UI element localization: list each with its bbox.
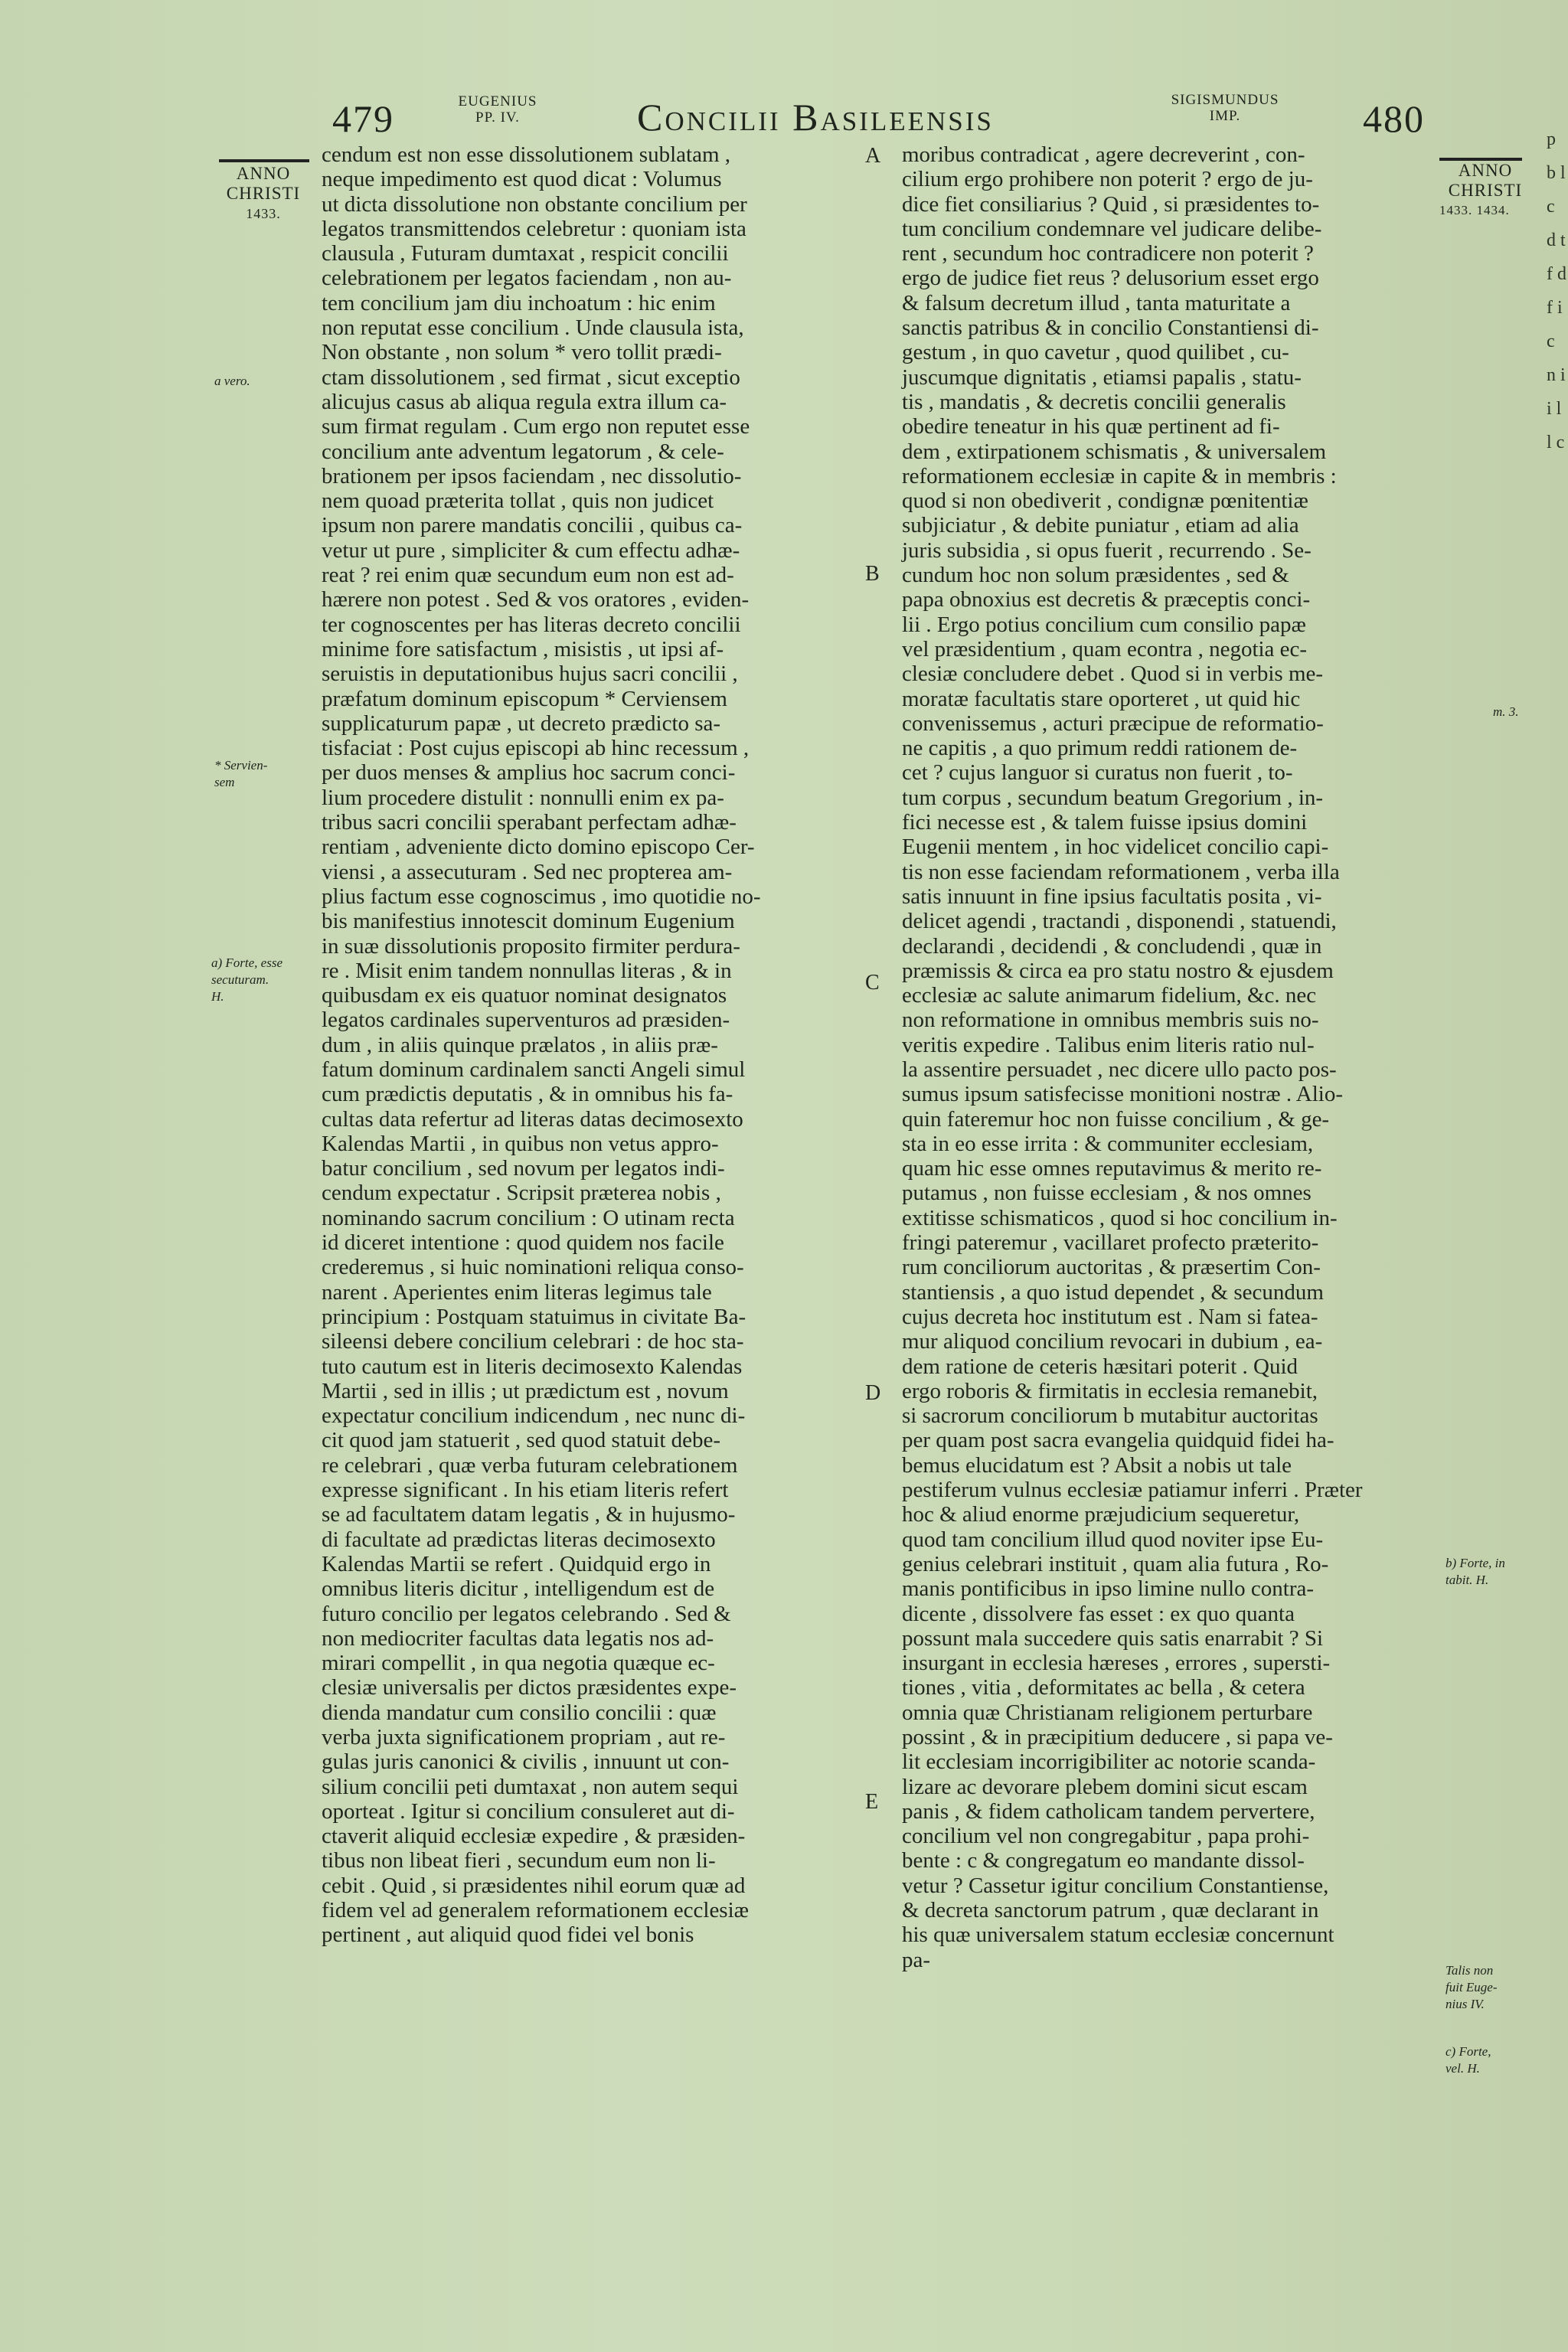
christi-label-right: CHRISTI (1448, 181, 1523, 200)
text-line: ut dicta dissolutione non obstante concilium per (322, 191, 747, 217)
text-line: & falsum decretum illud , tanta maturitate a (902, 290, 1291, 315)
text-line: sum firmat regulam . Cum ergo non reputet esse (322, 414, 750, 439)
text-line: omnia quæ Christianam religionem perturbare (902, 1700, 1313, 1725)
christi-label: CHRISTI (226, 184, 301, 203)
text-line: supplicaturum papæ , ut decreto prædicto sa- (322, 710, 721, 736)
text-line: plius factum esse cognoscimus , imo quotidie no- (322, 884, 761, 909)
text-line: clesiæ concludere debet . Quod si in verbis me- (902, 662, 1324, 687)
text-line: quod tam concilium illud quod noviter ipse Eu- (902, 1527, 1324, 1552)
text-line: rent , secundum hoc contradicere non poterit ? (902, 241, 1314, 266)
text-line: ter cognoscentes per has literas decreto concilii (322, 612, 741, 637)
text-line: genius celebrari instituit , quam alia futura , Ro- (902, 1551, 1329, 1576)
text-line: expresse significant . In his etiam literis refert (322, 1478, 729, 1503)
text-line: Kalendas Martii , in quibus non vetus appro- (322, 1131, 719, 1156)
text-line: quod si non obediverit , condignæ pœnitentiæ (902, 488, 1308, 514)
text-line: dem ratione de ceteris hæsitari poterit . Quid (902, 1354, 1298, 1379)
text-line: rum conciliorum auctoritas , & præsertim Con- (902, 1255, 1321, 1280)
margin-note-forte-c-cont: vel. H. (1446, 2061, 1480, 2076)
running-header (0, 86, 1568, 147)
text-line: Non obstante , non solum * vero tollit prædi- (322, 340, 722, 365)
anno-label-right: ANNO (1458, 161, 1513, 180)
right-text-column (902, 142, 1441, 1972)
margin-note-forte-h: H. (211, 989, 224, 1004)
text-line: tis , mandatis , & decretis concilii generalis (902, 389, 1286, 414)
text-line: Kalendas Martii se refert . Quidquid ergo in (322, 1551, 711, 1576)
section-marker-d: D (865, 1381, 881, 1405)
text-line: obedire teneatur in his quæ pertinent ad fi- (902, 414, 1280, 439)
text-line: papa obnoxius est decretis & præceptis conci- (902, 587, 1311, 612)
section-marker-c: C (865, 971, 880, 995)
text-line: viensi , a assecuturam . Sed nec propterea am- (322, 859, 733, 884)
anno-year-right-1: 1433. (1439, 203, 1473, 217)
text-line: bente : c & congregatum eo mandante dissol- (902, 1848, 1305, 1873)
text-line: legatos transmittendos celebretur : quoniam ista (322, 216, 746, 241)
margin-note-servien-cont: sem (214, 775, 235, 789)
text-line: cundum hoc non solum præsidentes , sed & (902, 563, 1289, 588)
text-line: Martii , sed in illis ; ut prædictum est , novum (322, 1378, 729, 1403)
section-marker-e: E (865, 1790, 879, 1814)
text-line: juscumque dignitatis , etiamsi papalis , statu- (902, 364, 1302, 390)
text-line: quam hic esse omnes reputavimus & merito re- (902, 1156, 1322, 1181)
text-line: stantiensis , a quo istud dependet , & secundum (902, 1279, 1324, 1305)
text-line: cum prædictis deputatis , & in omnibus his fa- (322, 1082, 733, 1107)
text-line: tis non esse faciendam reformationem , verba illa (902, 859, 1340, 884)
text-line: ergo roboris & firmitatis in ecclesia remanebit, (902, 1378, 1318, 1403)
text-line: panis , & fidem catholicam tandem pervertere, (902, 1798, 1315, 1824)
header-emperor-name: SIGISMUNDUS (1171, 92, 1279, 108)
text-line: tuto cautum est in literis decimosexto Kalendas (322, 1354, 743, 1379)
page-number-right: 480 (1363, 97, 1425, 140)
anno-christi-left (216, 164, 311, 224)
text-line: tisfaciat : Post cujus episcopi ab hinc recessum , (322, 736, 750, 761)
text-line: hærere non potest . Sed & vos oratores , eviden- (322, 587, 750, 612)
text-line: tribus sacri concilii sperabant perfectam adhæ- (322, 810, 737, 835)
text-line: clausula , Futuram dumtaxat , respicit concilii (322, 241, 729, 266)
margin-note-forte-b-cont: tabit. H. (1446, 1573, 1489, 1587)
text-line: omnibus literis dicitur , intelligendum est de (322, 1576, 715, 1602)
text-line: cendum expectatur . Scripsit præterea nobis , (322, 1181, 721, 1206)
text-line: sta in eo esse irrita : & communiter ecclesiam, (902, 1131, 1314, 1156)
text-line: & decreta sanctorum patrum , quæ declarant in (902, 1898, 1319, 1923)
margin-note-forte-b: b) Forte, in (1446, 1556, 1505, 1570)
text-line: tibus non libeat fieri , secundum eum non li- (322, 1848, 716, 1873)
text-line: moratæ facultatis stare oporteret , ut quid hic (902, 686, 1301, 711)
margin-note-talis-cont: fuit Euge- (1446, 1980, 1498, 1994)
text-line: ctaverit aliquid ecclesiæ expedire , & præsiden- (322, 1824, 746, 1849)
text-line: veritis expedire . Talibus enim literis ratio nul- (902, 1032, 1315, 1057)
page-title: Concilii Basileensis (637, 96, 994, 139)
text-line: convenissemus , acturi præcipue de reformatio- (902, 710, 1324, 736)
text-line: re celebrari , quæ verba futuram celebrationem (322, 1452, 738, 1478)
header-emperor-title: IMP. (1209, 108, 1241, 124)
margin-note-forte-c: c) Forte, (1446, 2044, 1491, 2059)
text-line: quin fateremur hoc non fuisse concilium , & ge- (902, 1106, 1330, 1132)
text-line: per duos menses & amplius hoc sacrum conci- (322, 760, 736, 786)
text-line: juris subsidia , si opus fuerit , recurrendo . Se- (902, 537, 1312, 563)
text-line: in suæ dissolutionis proposito firmiter perdura- (322, 933, 740, 959)
text-line: vetur ? Cassetur igitur concilium Constantiense, (902, 1873, 1329, 1898)
text-line: satis innuunt in fine ipsius facultatis posita , vi- (902, 884, 1322, 909)
next-page-edge: p b l c d t f d f i c n i i l l c (1547, 129, 1566, 452)
text-line: verba juxta significationem propriam , aut re- (322, 1725, 726, 1749)
text-line: neque impedimento est quod dicat : Volumus (322, 167, 722, 192)
text-line: declarandi , decidendi , & concludendi , quæ in (902, 933, 1322, 959)
text-line: insurgant in ecclesia hæreses , errores , supersti- (902, 1651, 1331, 1676)
text-line: cujus decreta hoc institutum est . Nam si fatea- (902, 1304, 1318, 1329)
text-line: cultas data refertur ad literas datas decimosexto (322, 1106, 743, 1132)
text-line: ipsum non parere mandatis concilii , quibus ca- (322, 513, 743, 538)
text-line: futuro concilio per legatos celebrando . Sed & (322, 1601, 731, 1626)
page-number-left: 479 (332, 97, 394, 140)
text-line: dum , in aliis quinque prælatos , in aliis præ- (322, 1032, 718, 1057)
margin-note-m3: m. 3. (1493, 704, 1519, 719)
text-line: vel præsidentium , quam econtra , negotia ec- (902, 636, 1308, 662)
text-line: id diceret intentione : quod quidem nos facile (322, 1230, 724, 1256)
text-line: tum concilium condemnare vel judicare delibe- (902, 216, 1322, 241)
text-line: lium procedere distulit : nonnulli enim ex pa- (322, 785, 724, 810)
section-marker-b: B (865, 562, 880, 586)
text-line: clesiæ universalis per dictos præsidentes expe- (322, 1675, 737, 1700)
text-line: reformationem ecclesiæ in capite & in membris : (902, 463, 1337, 488)
text-line: pertinent , aut aliquid quod fidei vel bonis (322, 1922, 694, 1948)
text-line: crederemus , si huic nominationi reliqua conso- (322, 1255, 744, 1280)
text-line: pa- (902, 1947, 931, 1972)
text-line: dienda mandatur cum consilio concilii : quæ (322, 1700, 717, 1725)
text-line: lit ecclesiam incorrigibiliter ac notorie scanda- (902, 1749, 1316, 1775)
text-line: his quæ universalem statum ecclesiæ concernunt (902, 1922, 1334, 1948)
text-line: delicet agendi , tractandi , disponendi , statuendi, (902, 909, 1337, 934)
text-line: possint , & in præcipitium deducere , si papa ve- (902, 1725, 1333, 1749)
text-line: præmissis & circa ea pro statu nostro & ejusdem (902, 958, 1334, 983)
text-line: dice fiet consiliarius ? Quid , si præsidentes to- (902, 191, 1320, 217)
text-line: narent . Aperientes enim literas legimus tale (322, 1279, 712, 1305)
text-line: cet ? cujus languor si curatus non fuerit , to- (902, 760, 1293, 786)
text-line: bis manifestius innotescit dominum Eugenium (322, 909, 735, 934)
text-line: cit quod jam statuerit , sed quod statuit debe- (322, 1428, 721, 1453)
text-line: legatos cardinales superventuros ad præsiden- (322, 1008, 730, 1033)
text-line: di facultate ad prædictas literas decimosexto (322, 1527, 716, 1552)
text-line: rentiam , adveniente dicto domino episcopo Cer- (322, 835, 755, 860)
text-line: moribus contradicat , agere decreverint , con- (902, 142, 1305, 167)
text-line: alicujus casus ab aliqua regula extra illum ca- (322, 389, 727, 414)
text-line: hoc & aliud enorme præjudicium sequeretur, (902, 1502, 1300, 1527)
text-line: non reputat esse concilium . Unde clausula ista, (322, 315, 744, 341)
text-line: sanctis patribus & in concilio Constantiensi di- (902, 315, 1319, 341)
text-line: quibusdam ex eis quatuor nominat designatos (322, 983, 727, 1008)
text-line: mur aliquod concilium revocari in dubium , ea- (902, 1329, 1323, 1354)
text-line: gestum , in quo cavetur , quod quilibet , cu- (902, 340, 1289, 365)
text-line: extitisse schismaticos , quod si hoc concilium in- (902, 1205, 1338, 1230)
text-line: cilium ergo prohibere non poterit ? ergo de ju- (902, 167, 1313, 192)
text-line: mirari compellit , in qua negotia quæque ec- (322, 1651, 715, 1676)
text-line: re . Misit enim tandem nonnullas literas , & in (322, 958, 732, 983)
text-line: tem concilium jam diu inchoatum : hic enim (322, 290, 716, 315)
margin-note-vero: a vero. (214, 374, 250, 388)
text-line: si sacrorum conciliorum b mutabitur auctoritas (902, 1403, 1318, 1429)
text-line: celebrationem per legatos faciendam , non au- (322, 266, 732, 291)
text-line: ergo de judice fiet reus ? delusorium esset ergo (902, 266, 1319, 291)
text-line: ecclesiæ ac salute animarum fidelium, &c. nec (902, 983, 1317, 1008)
text-line: præfatum dominum episcopum * Cerviensem (322, 686, 727, 711)
text-line: concilium ante adventum legatorum , & cele- (322, 439, 724, 464)
text-line: vetur ut pure , simpliciter & cum effectu adhæ- (322, 537, 740, 563)
text-line: pestiferum vulnus ecclesiæ patiamur inferri . Præter (902, 1478, 1363, 1503)
text-line: cendum est non esse dissolutionem sublatam , (322, 142, 731, 167)
text-line: cebit . Quid , si præsidentes nihil eorum quæ ad (322, 1873, 746, 1898)
text-line: se ad facultatem datam legatis , & in hujusmo- (322, 1502, 736, 1527)
text-line: expectatur concilium indicendum , nec nunc di- (322, 1403, 746, 1429)
text-line: bemus elucidatum est ? Absit a nobis ut tale (902, 1452, 1292, 1478)
text-line: fici necesse est , & talem fuisse ipsius domini (902, 810, 1308, 835)
anno-label: ANNO (236, 164, 291, 183)
text-line: batur concilium , sed novum per legatos indi- (322, 1156, 725, 1181)
header-pope (452, 93, 544, 126)
margin-note-servien: * Servien- (214, 758, 268, 773)
text-line: nominando sacrum concilium : O utinam recta (322, 1205, 735, 1230)
text-line: ne capitis , a quo primum reddi rationem de- (902, 736, 1298, 761)
text-line: lizare ac devorare plebem domini sicut escam (902, 1774, 1308, 1799)
text-line: seruistis in deputationibus hujus sacri concilii , (322, 662, 738, 687)
text-line: tiones , vitia , deformitates ac bella , & cetera (902, 1675, 1305, 1700)
text-line: minime fore satisfactum , misistis , ut ipsi af- (322, 636, 724, 662)
text-line: dicente , dissolvere fas esset : ex quo quanta (902, 1601, 1295, 1626)
text-line: dem , extirpationem schismatis , & universalem (902, 439, 1327, 464)
anno-years-right (1439, 201, 1531, 220)
text-line: manis pontificibus in ipso limine nullo contra- (902, 1576, 1315, 1602)
text-line: non mediocriter facultas data legatis nos ad- (322, 1625, 714, 1651)
anno-rule-left (219, 159, 309, 162)
margin-note-forte-cont: secuturam. (211, 972, 270, 987)
text-line: fatum dominum cardinalem sancti Angeli simul (322, 1057, 746, 1082)
text-line: lii . Ergo potius concilium cum consilio papæ (902, 612, 1306, 637)
anno-year: 1433. (246, 206, 281, 221)
left-text-column (322, 142, 858, 1948)
text-line: ctam dissolutionem , sed firmat , sicut exceptio (322, 364, 740, 390)
text-line: principium : Postquam statuimus in civitate Ba- (322, 1304, 746, 1329)
header-pope-title: PP. IV. (475, 109, 520, 126)
text-line: nem quoad præterita tollat , quis non judicet (322, 488, 714, 514)
text-line: subjiciatur , & debite puniatur , etiam ad alia (902, 513, 1299, 538)
text-line: silium concilii peti dumtaxat , non autem sequi (322, 1774, 739, 1799)
text-line: fringi pateremur , vacillaret profecto præterito- (902, 1230, 1319, 1256)
anno-year-right-2: 1434. (1476, 203, 1510, 217)
text-line: sumus ipsum satisfecisse monitioni nostræ . Alio- (902, 1082, 1343, 1107)
section-marker-a: A (865, 144, 881, 168)
text-line: Eugenii mentem , in hoc videlicet concilio capi- (902, 835, 1329, 860)
text-line: possunt mala succedere quis satis enarrabit ? Si (902, 1625, 1324, 1651)
text-line: la assentire persuadet , nec dicere ullo pacto pos- (902, 1057, 1337, 1082)
margin-note-forte: a) Forte, esse (211, 956, 283, 970)
text-line: non reformatione in omnibus membris suis no- (902, 1008, 1319, 1033)
text-line: gulas juris canonici & civilis , innuunt ut con- (322, 1749, 730, 1775)
text-line: sileensi debere concilium celebrari : de hoc sta- (322, 1329, 744, 1354)
header-pope-name: EUGENIUS (458, 93, 537, 109)
text-line: brationem per ipsos faciendam , nec dissolutio- (322, 463, 742, 488)
text-line: fidem vel ad generalem reformationem ecclesiæ (322, 1898, 749, 1923)
text-line: putamus , non fuisse ecclesiam , & nos omnes (902, 1181, 1312, 1206)
text-line: reat ? rei enim quæ secundum eum non est ad- (322, 563, 734, 588)
margin-note-talis-end: nius IV. (1446, 1997, 1485, 2011)
text-line: tum corpus , secundum beatum Gregorium , in- (902, 785, 1324, 810)
margin-note-talis: Talis non (1446, 1963, 1494, 1978)
anno-christi-right (1439, 161, 1531, 220)
text-line: concilium vel non congregabitur , papa prohi- (902, 1824, 1310, 1849)
text-line: oporteat . Igitur si concilium consuleret aut di- (322, 1798, 735, 1824)
text-line: per quam post sacra evangelia quidquid fidei ha- (902, 1428, 1334, 1453)
header-emperor (1148, 92, 1302, 124)
